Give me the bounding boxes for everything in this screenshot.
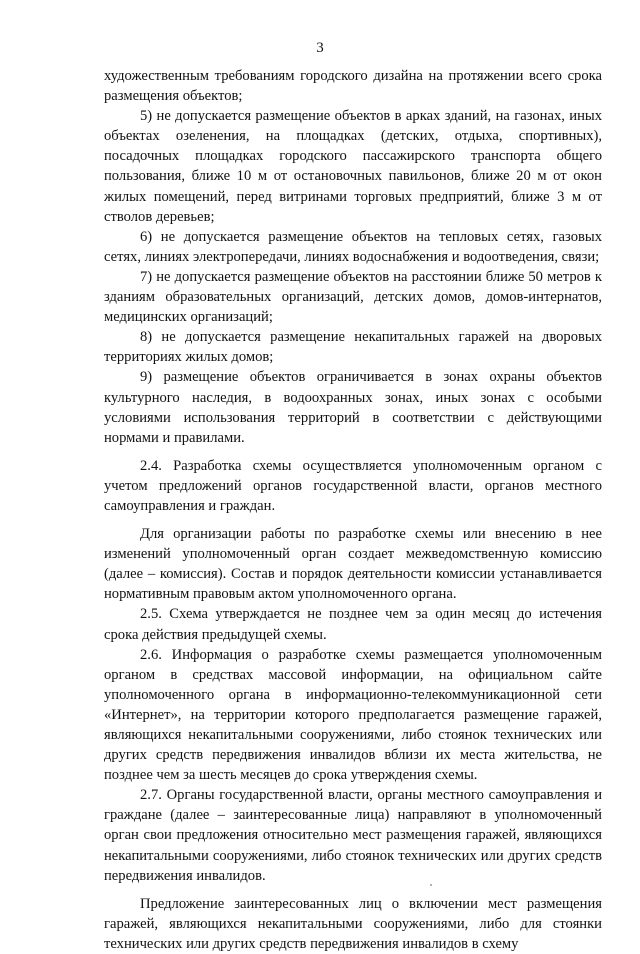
scan-speck xyxy=(430,884,432,886)
paragraph-2-4: 2.4. Разработка схемы осуществляется уполномоченным органом с учетом предложений органов государственной власти, органов местного самоуправления и граждан. xyxy=(104,457,602,514)
paragraph-item-8: 8) не допускается размещение некапитальных гаражей на дворовых территориях жилых домов; xyxy=(104,329,602,366)
paragraph-item-6: 6) не допускается размещение объектов на тепловых сетях, газовых сетях, линиях электропередачи, линиях водоснабжения и водоотведения, связи; xyxy=(104,228,602,265)
paragraph-2-5: 2.5. Схема утверждается не позднее чем за один месяц до истечения срока действия предыдущей схемы. xyxy=(104,606,602,643)
paragraph-item-7: 7) не допускается размещение объектов на расстоянии ближе 50 метров к зданиям образовательных организаций, детских домов, домов-интернатов, медицинских организаций; xyxy=(104,268,602,326)
paragraph-item-5: 5) не допускается размещение объектов в арках зданий, на газонах, иных объектах озеленения, на площадках (детских, отдыха, спортивных), посадочных площадках городского пассажирского транспорта общего пользования, ближе 10 м от остановочных павильонов, ближе 20 м от окон жилых помещений, перед витринами торговых предприятий, ближе 3 м от стволов деревьев; xyxy=(104,108,602,225)
paragraph-proposal: Предложение заинтересованных лиц о включении мест размещения гаражей, являющихся некапитальными сооружениями, либо для стоянки технических или других средств передвижения инвалидов в схему xyxy=(104,895,602,952)
paragraph-continuation: художественным требованиям городского дизайна на протяжении всего срока размещения объектов; xyxy=(104,68,602,105)
paragraph-2-6: 2.6. Информация о разработке схемы размещается уполномоченным органом в средствах массовой информации, на официальном сайте уполномоченного органа в информационно-телекоммуникационной сети «Интернет», на территории которого предполагается размещение гаражей, являющихся некапитальными сооружениями, либо стоянок технических или других средств передвижения инвалидов вблизи их места жительства, не позднее чем за шесть месяцев до срока утверждения схемы. xyxy=(104,646,602,784)
paragraph-2-7: 2.7. Органы государственной власти, органы местного самоуправления и граждане (далее – заинтересованные лица) направляют в уполномоченный орган свои предложения относительно мест размещения гаражей, являющихся некапитальными сооружениями, либо стоянок технических или других средств передвижения инвалидов. xyxy=(104,787,602,884)
paragraph-item-9: 9) размещение объектов ограничивается в зонах охраны объектов культурного наследия, в водоохранных зонах, иных зонах с особыми условиями использования территорий в соответствии с действующими нормами и правилами. xyxy=(104,369,602,446)
document-body xyxy=(104,66,602,954)
page-number: 3 xyxy=(316,40,324,56)
paragraph-commission: Для организации работы по разработке схемы или внесению в нее изменений уполномоченный орган создает межведомственную комиссию (далее – комиссия). Состав и порядок деятельности комиссии устанавливается нормативным правовым актом уполномоченного органа. xyxy=(104,526,602,603)
